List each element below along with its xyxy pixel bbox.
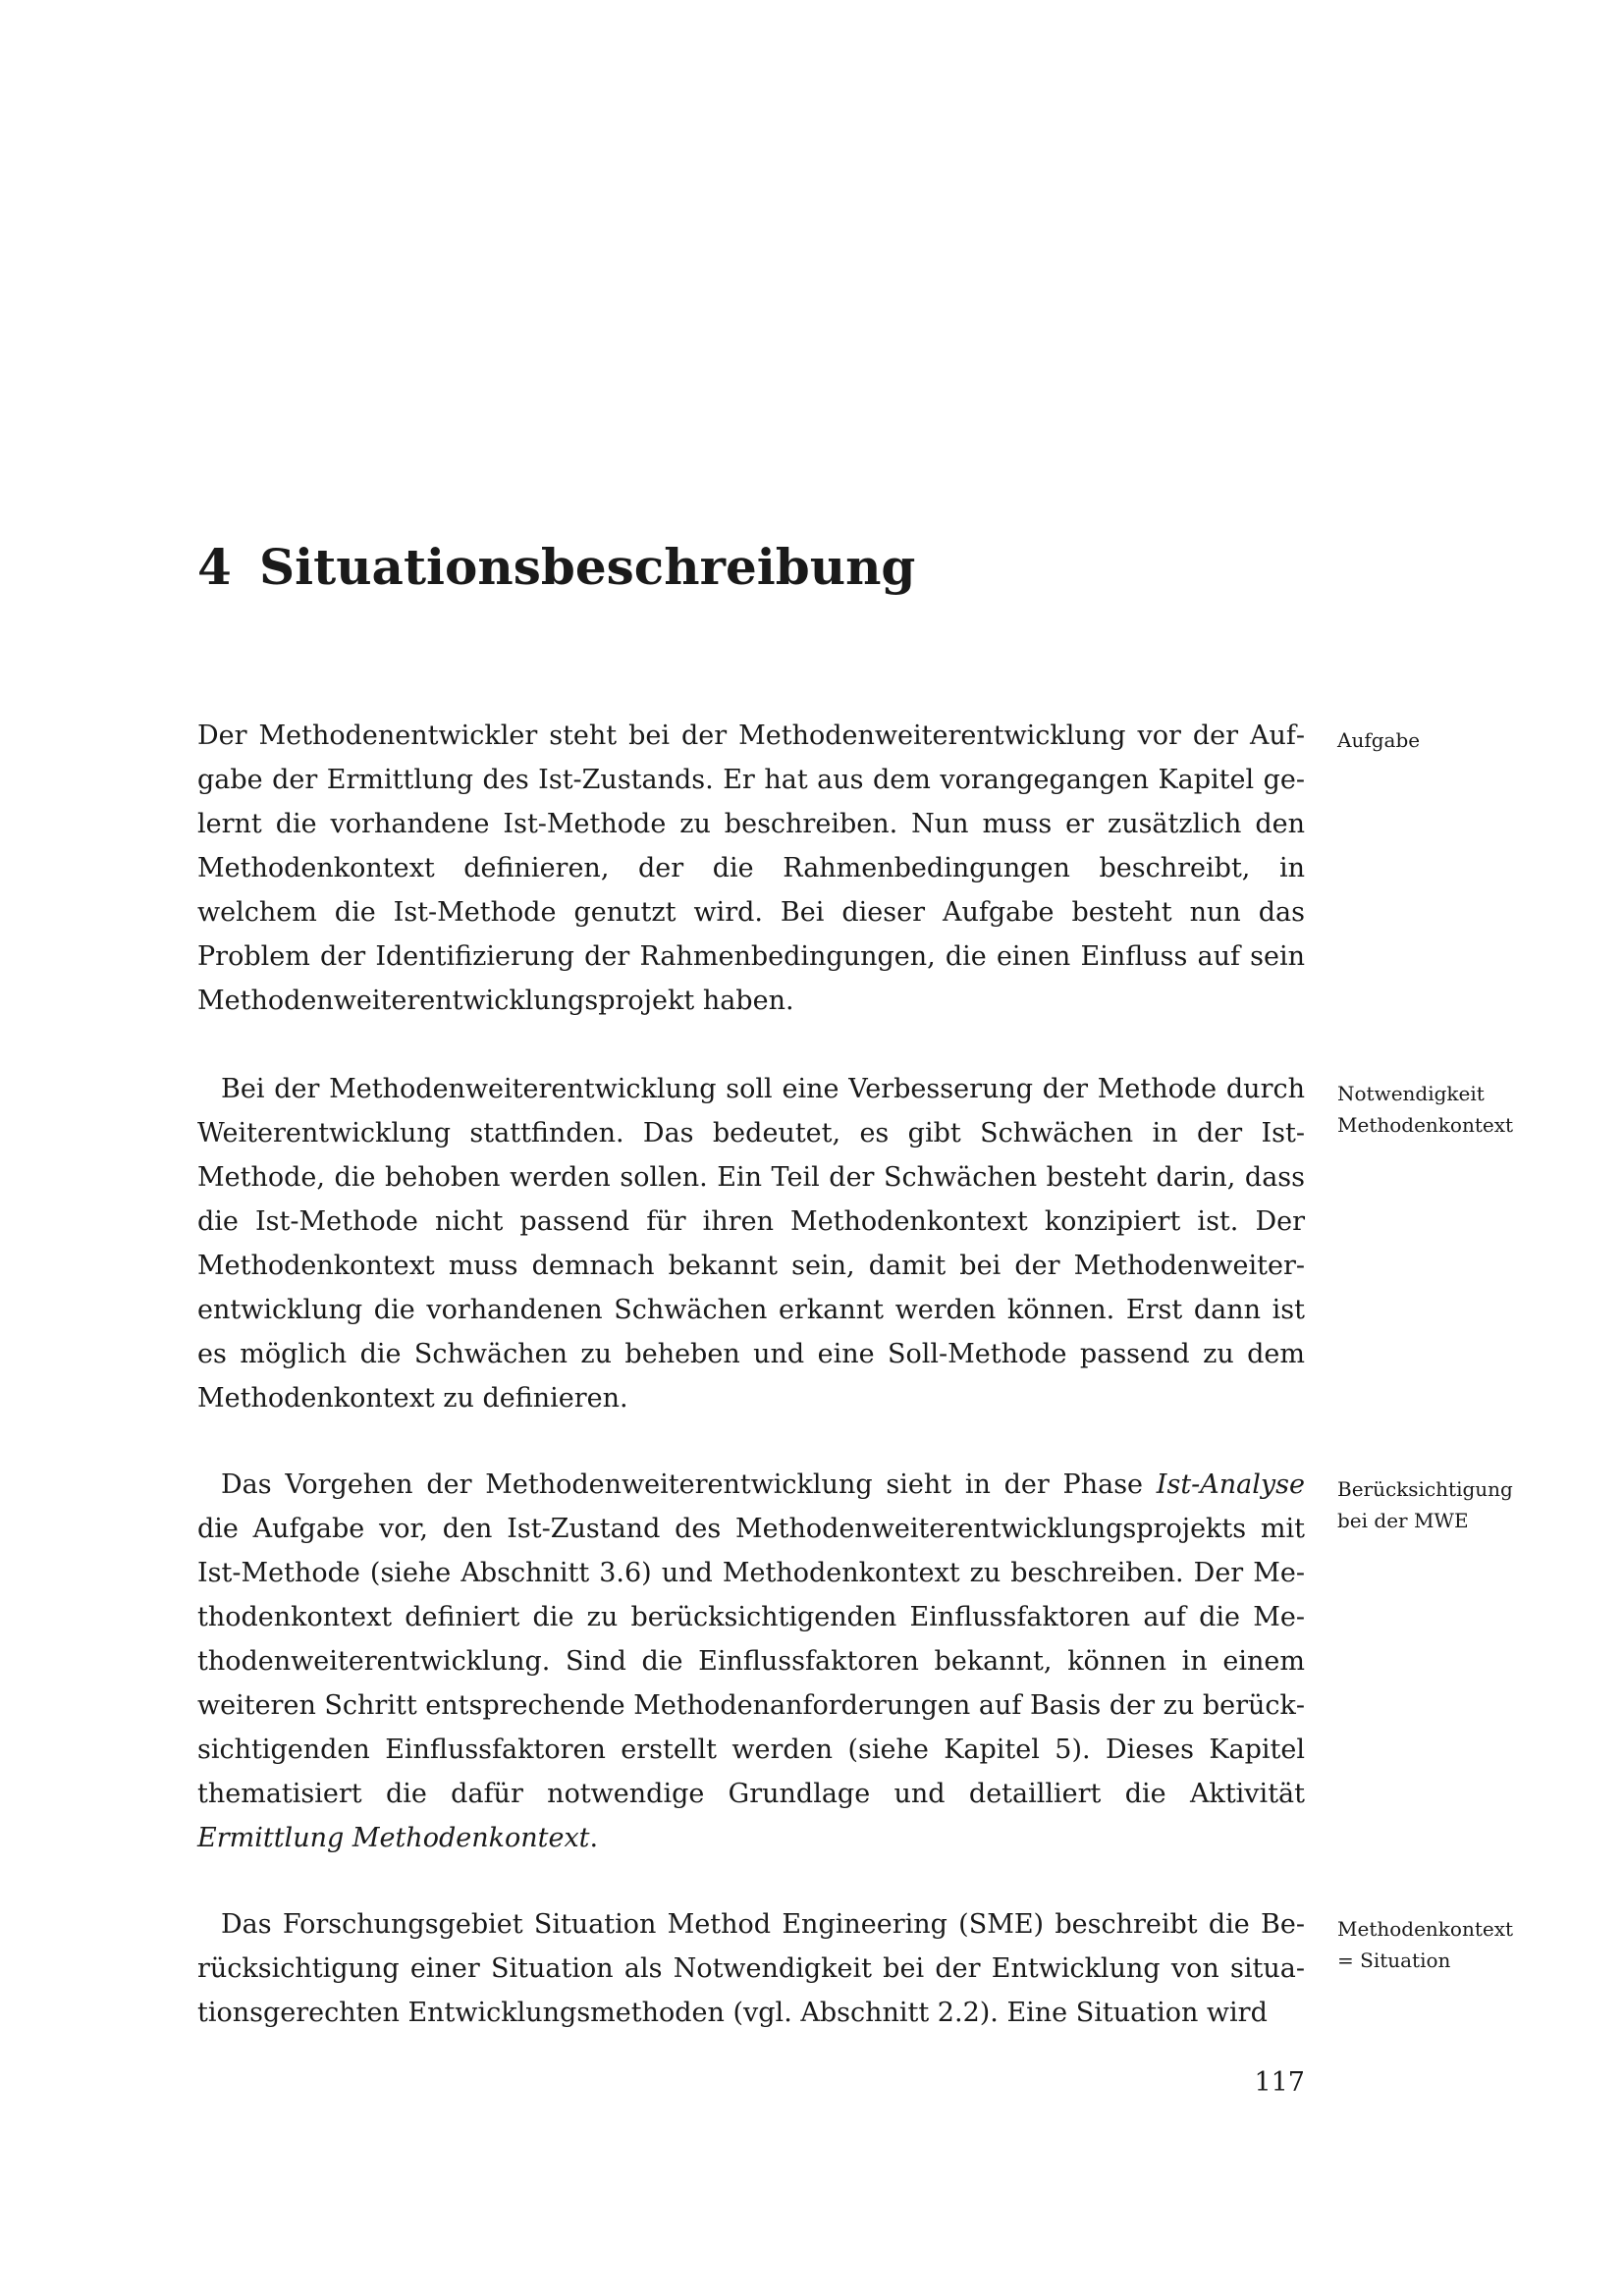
- paragraph-1: Der Methodenentwickler steht bei der Methodenweiterentwicklung vor der Aufgabe der Ermittlung des Ist-Zustands. Er hat aus dem vorangegangen Kapitel gelernt die vorhandene Ist-Methode zu beschreiben. Nun muss er zusätzlich den Methodenkontext definieren, der die Rahmenbedingungen beschreibt, in welchem die Ist-Methode genutzt wird. Bei dieser Aufgabe besteht nun das Problem der Identifizierung der Rahmenbedingungen, die einen Einfluss auf sein Methodenweiterentwicklungsprojekt haben.: [197, 721, 1305, 1016]
- margin-note-4-line-1: Methodenkontext: [1337, 1917, 1514, 1941]
- page-number: 117: [1254, 2067, 1305, 2098]
- margin-note-3: [1337, 1473, 1534, 1536]
- paragraph-3-text-2: die Aufgabe vor, den Ist-Zustand des Methodenweiterentwicklungsprojekts mit Ist-Methode (siehe Abschnitt 3.6) und Methodenkontext zu beschreiben. Der Methodenkontext definiert die zu berücksichtigenden Einflussfaktoren auf die Methodenweiterentwicklung. Sind die Einflussfaktoren bekannt, können in einem weiteren Schritt entsprechende Methodenanforderungen auf Basis der zu berücksichtigenden Einflussfaktoren erstellt werden (siehe Kapitel 5). Dieses Kapitel thematisiert die dafür notwendige Grundlage und detailliert die Aktivität: [197, 1514, 1305, 1809]
- margin-note-2: [1337, 1078, 1534, 1141]
- chapter-title: Situationsbeschreibung: [259, 538, 916, 596]
- paragraph-3: [197, 1463, 1305, 1860]
- paragraph-3-text-3: .: [589, 1823, 599, 1853]
- margin-note-1: Aufgabe: [1337, 728, 1421, 752]
- activity-ermittlung-methodenkontext: Ermittlung Methodenkontext: [197, 1823, 590, 1853]
- chapter-number: 4: [197, 538, 232, 596]
- margin-note-2-line-1: Notwendigkeit: [1337, 1082, 1485, 1105]
- margin-note-4-line-2: = Situation: [1337, 1949, 1451, 1972]
- margin-note-3-line-2: bei der MWE: [1337, 1509, 1469, 1532]
- margin-note-2-line-2: Methodenkontext: [1337, 1113, 1514, 1137]
- chapter-heading: [197, 538, 915, 597]
- margin-note-3-line-1: Berücksichtigung: [1337, 1477, 1513, 1501]
- paragraph-3-text-1: Das Vorgehen der Methodenweiterentwicklung sieht in der Phase: [221, 1469, 1157, 1500]
- paragraph-4: Das Forschungsgebiet Situation Method Engineering (SME) beschreibt die Berücksichtigung einer Situation als Notwendigkeit bei der Entwicklung von situationsgerechten Entwicklungsmethoden (vgl. Abschnitt 2.2). Eine Situation wird: [197, 1909, 1305, 2028]
- phase-ist-analyse: Ist-Analyse: [1156, 1469, 1305, 1500]
- paragraph-2: Bei der Methodenweiterentwicklung soll eine Verbesserung der Methode durch Weiterentwicklung stattfinden. Das bedeutet, es gibt Schwächen in der Ist-Methode, die behoben werden sollen. Ein Teil der Schwächen besteht darin, dass die Ist-Methode nicht passend für ihren Methodenkontext konzipiert ist. Der Methodenkontext muss demnach bekannt sein, damit bei der Methodenweiterentwicklung die vorhandenen Schwächen erkannt werden können. Erst dann ist es möglich die Schwächen zu beheben und eine Soll-Methode passend zu dem Methodenkontext zu definieren.: [197, 1074, 1305, 1414]
- margin-note-4: [1337, 1913, 1534, 1976]
